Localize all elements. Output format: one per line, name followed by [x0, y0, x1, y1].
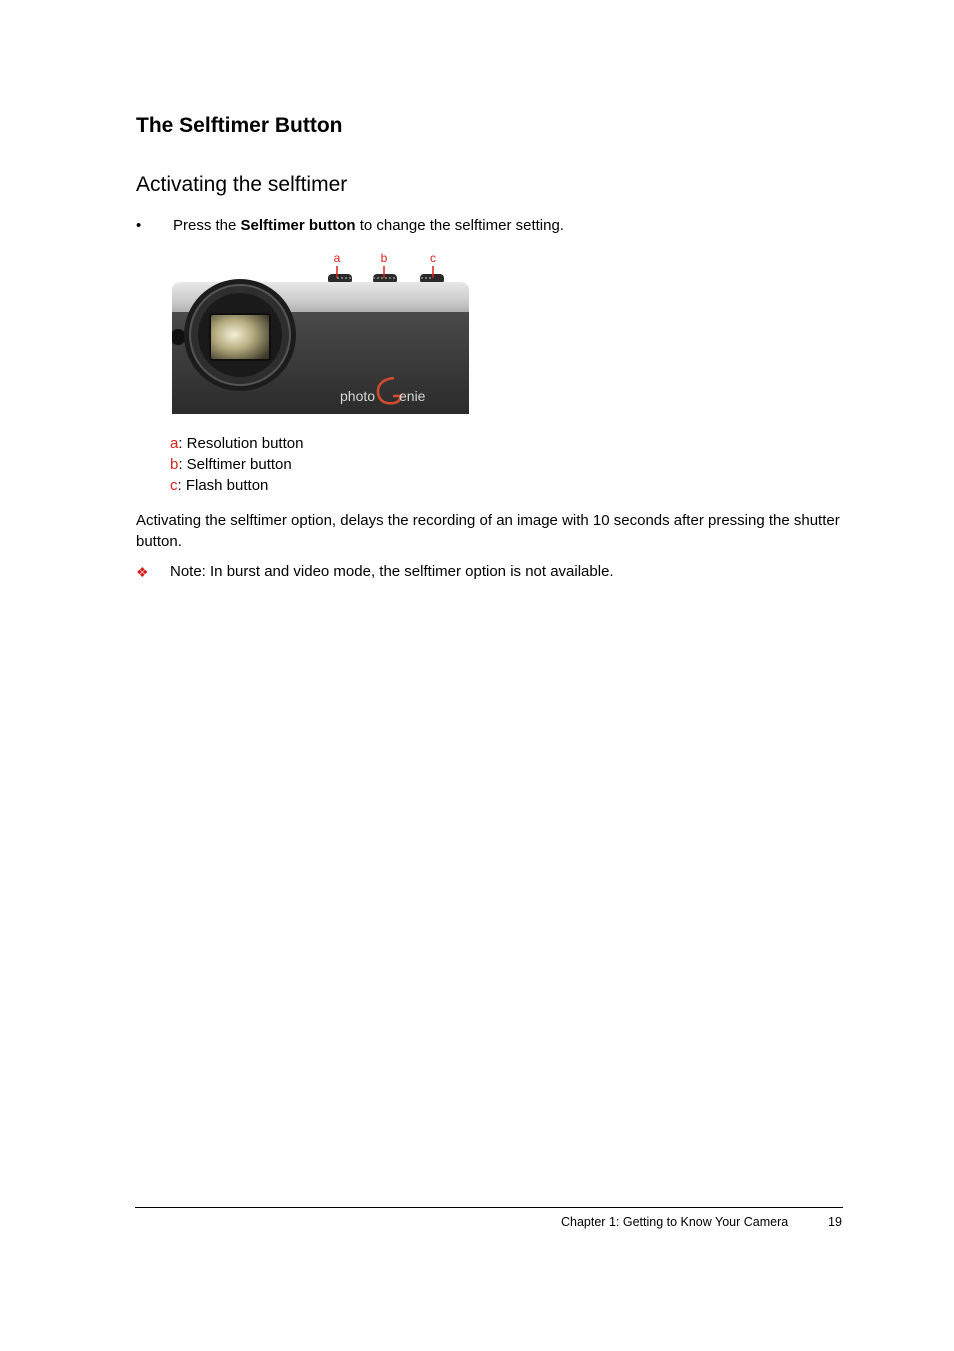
legend-key: b	[170, 456, 179, 473]
footer-divider	[135, 1207, 843, 1208]
note-text: Note: In burst and video mode, the selftimer option is not available.	[170, 563, 614, 580]
label-c: c	[430, 252, 436, 265]
legend-row-flash	[170, 475, 303, 496]
section-title: The Selftimer Button	[136, 114, 343, 137]
legend-text: : Selftimer button	[178, 456, 292, 473]
bullet-bold-term: Selftimer button	[240, 217, 356, 234]
footer-chapter-title: Chapter 1: Getting to Know Your Camera	[561, 1215, 789, 1229]
legend-row-selftimer	[170, 454, 303, 475]
brand-left: photo	[340, 388, 376, 404]
camera-illustration	[172, 252, 469, 414]
button-legend	[170, 433, 303, 496]
body-paragraph: Activating the selftimer option, delays the recording of an image with 10 seconds after pressing the shutter button.	[136, 512, 840, 550]
label-a: a	[333, 252, 341, 265]
page-number: 19	[828, 1215, 842, 1229]
viewfinder-window	[210, 314, 270, 360]
legend-text: : Flash button	[177, 477, 269, 494]
brand-right: enie	[399, 388, 426, 404]
diamond-note-icon: ❖	[136, 564, 149, 580]
legend-row-resolution	[170, 433, 303, 454]
bullet-icon: •	[136, 217, 142, 234]
legend-key: a	[170, 435, 179, 452]
bullet-text	[173, 215, 564, 236]
legend-text: : Resolution button	[178, 435, 304, 452]
subsection-title: Activating the selftimer	[136, 173, 348, 196]
bullet-prefix: Press the	[173, 217, 241, 234]
legend-key: c	[170, 477, 178, 494]
camera-top-figure	[172, 252, 469, 414]
label-b: b	[380, 252, 388, 265]
bullet-suffix: to change the selftimer setting.	[355, 217, 564, 234]
